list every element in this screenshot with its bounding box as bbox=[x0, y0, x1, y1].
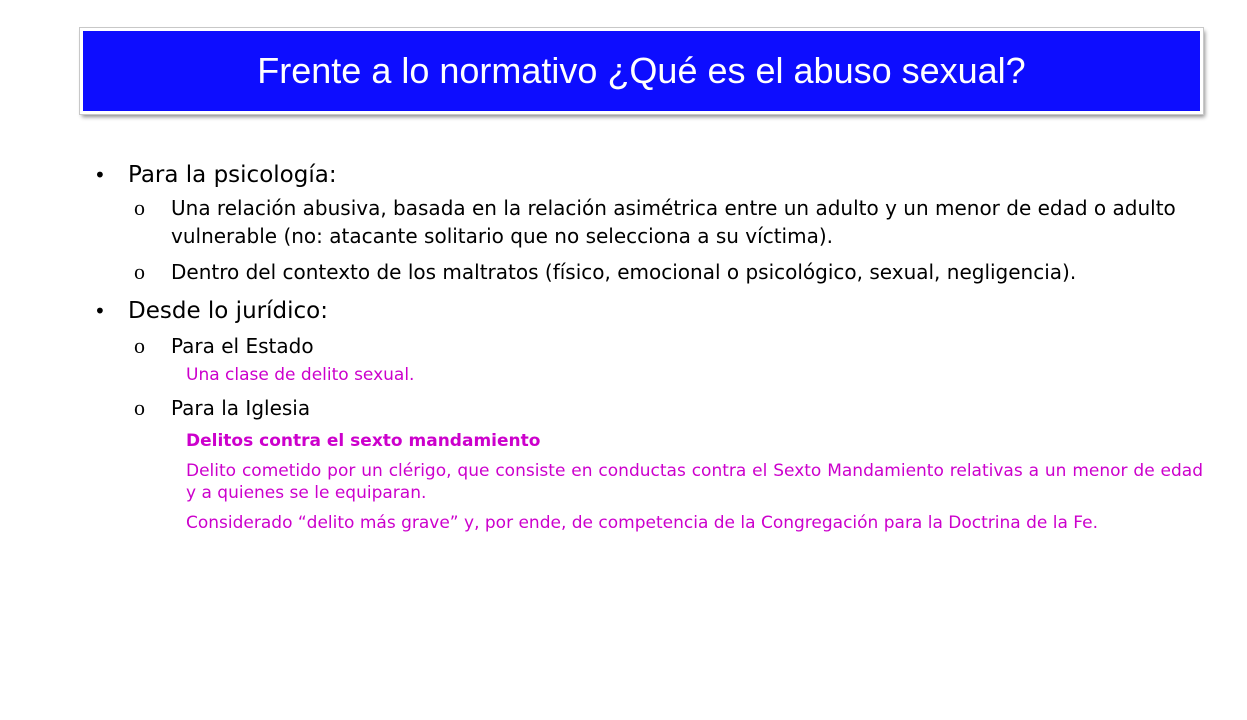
list-item bbox=[88, 194, 1203, 250]
slide-body bbox=[88, 160, 1203, 534]
detail-text: Considerado “delito más grave” y, por ende, de competencia de la Congregación para la Doctrina de la Fe. bbox=[186, 513, 1099, 533]
list-item-text: Para el Estado bbox=[171, 334, 314, 358]
bullet-circle-icon: o bbox=[134, 195, 145, 220]
list-item-text: Una relación abusiva, basada en la relación asimétrica entre un adulto y un menor de edad o adulto vulnerable (no: atacante solitario que no selecciona a su víctima). bbox=[171, 196, 1176, 248]
detail-text: Delito cometido por un clérigo, que consiste en conductas contra el Sexto Mandamiento relativas a un menor de edad y a quienes se le equiparan. bbox=[186, 461, 1203, 503]
section-psicologia bbox=[88, 160, 1203, 190]
bullet-circle-icon: o bbox=[134, 259, 145, 284]
bullet-circle-icon: o bbox=[134, 333, 145, 358]
bullet-dot-icon: • bbox=[94, 299, 106, 323]
list-item-text: Dentro del contexto de los maltratos (físico, emocional o psicológico, sexual, negligencia). bbox=[171, 260, 1077, 284]
section-heading: Desde lo jurídico: bbox=[128, 298, 328, 324]
bullet-circle-icon: o bbox=[134, 395, 145, 420]
list-item bbox=[88, 258, 1203, 286]
detail-heading: Delitos contra el sexto mandamiento bbox=[186, 431, 541, 451]
list-item-text: Para la Iglesia bbox=[171, 396, 311, 420]
detail-text: Una clase de delito sexual. bbox=[186, 365, 415, 385]
section-heading: Para la psicología: bbox=[128, 162, 337, 188]
section-juridico bbox=[88, 296, 1203, 326]
title-banner bbox=[80, 28, 1203, 114]
list-item bbox=[88, 394, 1203, 422]
list-item bbox=[88, 332, 1203, 360]
slide-title: Frente a lo normativo ¿Qué es el abuso sexual? bbox=[257, 50, 1026, 91]
bullet-dot-icon: • bbox=[94, 163, 106, 187]
